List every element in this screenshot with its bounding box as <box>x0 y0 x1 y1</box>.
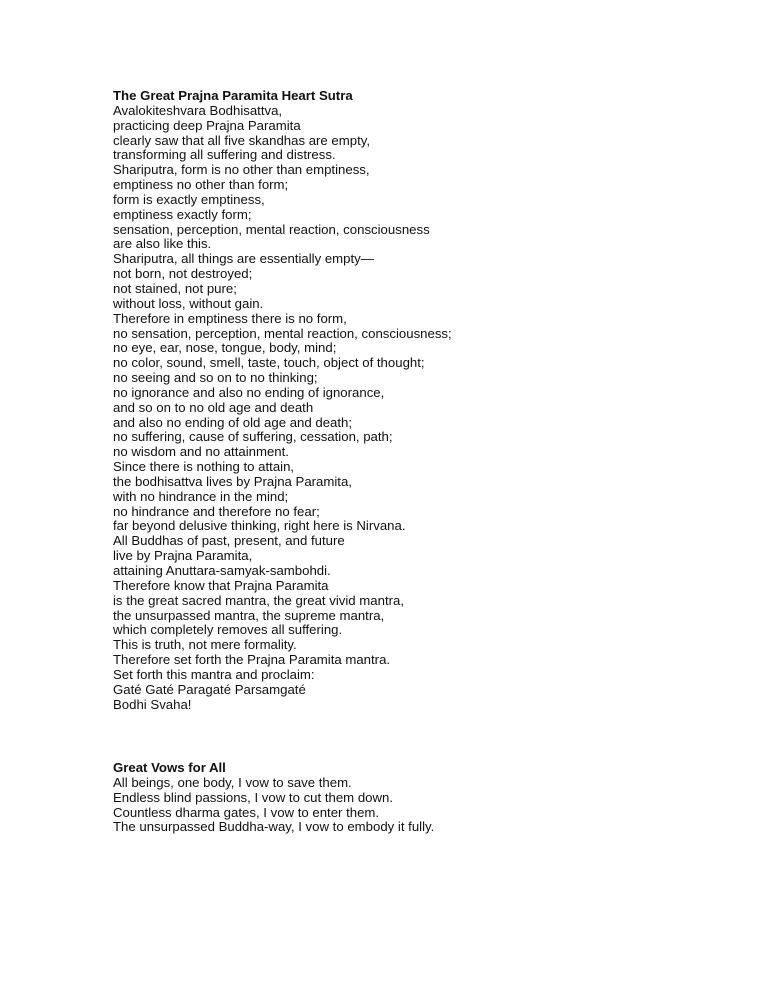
verse-line: Endless blind passions, I vow to cut them down. <box>113 789 394 805</box>
verse-line: Countless dharma gates, I vow to enter them. <box>113 804 380 820</box>
verse-line: the bodhisattva lives by Prajna Paramita, <box>113 473 352 489</box>
verse-line: is the great sacred mantra, the great vivid mantra, <box>113 592 404 608</box>
verse-line: Set forth this mantra and proclaim: <box>113 666 315 682</box>
verse-line: no seeing and so on to no thinking; <box>113 370 318 386</box>
verse-line: no sensation, perception, mental reaction, consciousness; <box>113 325 452 341</box>
verse-line: This is truth, not mere formality. <box>113 637 297 653</box>
verse-line: no eye, ear, nose, tongue, body, mind; <box>113 340 337 356</box>
verse-lines <box>113 776 713 835</box>
verse-line: no ignorance and also no ending of ignorance, <box>113 384 385 400</box>
section-title: The Great Prajna Paramita Heart Sutra <box>113 88 353 103</box>
verse-line: no suffering, cause of suffering, cessation, path; <box>113 429 393 445</box>
verse-line: transforming all suffering and distress. <box>113 147 336 163</box>
verse-line: with no hindrance in the mind; <box>113 488 289 504</box>
verse-line: All beings, one body, I vow to save them. <box>113 774 352 790</box>
section-title: Great Vows for All <box>113 760 226 775</box>
verse-lines <box>113 104 713 713</box>
verse-line: and so on to no old age and death <box>113 399 314 415</box>
verse-line: Gaté Gaté Paragaté Parsamgaté <box>113 681 306 697</box>
verse-line: Shariputra, form is no other than emptiness, <box>113 162 370 178</box>
verse-line: Therefore know that Prajna Paramita <box>113 577 329 593</box>
verse-line: Therefore in emptiness there is no form, <box>113 310 347 326</box>
verse-line: The unsurpassed Buddha-way, I vow to embody it fully. <box>113 819 435 835</box>
great-vows-section <box>113 761 713 835</box>
verse-line: practicing deep Prajna Paramita <box>113 117 301 133</box>
verse-line: form is exactly emptiness, <box>113 191 265 207</box>
verse-line: sensation, perception, mental reaction, consciousness <box>113 221 430 237</box>
verse-line: far beyond delusive thinking, right here is Nirvana. <box>113 518 406 534</box>
verse-line: live by Prajna Paramita, <box>113 548 253 564</box>
verse-line: which completely removes all suffering. <box>113 622 343 638</box>
verse-line: no wisdom and no attainment. <box>113 444 289 460</box>
verse-line: clearly saw that all five skandhas are empty, <box>113 132 371 148</box>
verse-line: no hindrance and therefore no fear; <box>113 503 320 519</box>
verse-line: Avalokiteshvara Bodhisattva, <box>113 102 283 118</box>
verse-line: no color, sound, smell, taste, touch, object of thought; <box>113 355 425 371</box>
verse-line: Since there is nothing to attain, <box>113 459 295 475</box>
verse-line: Therefore set forth the Prajna Paramita mantra. <box>113 652 391 668</box>
verse-line: emptiness exactly form; <box>113 206 252 222</box>
verse-line: emptiness no other than form; <box>113 177 289 193</box>
verse-line: Bodhi Svaha! <box>113 696 192 712</box>
verse-line: Shariputra, all things are essentially empty— <box>113 251 374 267</box>
verse-line: and also no ending of old age and death; <box>113 414 353 430</box>
verse-line: without loss, without gain. <box>113 295 264 311</box>
verse-line: not stained, not pure; <box>113 280 237 296</box>
verse-line: not born, not destroyed; <box>113 266 253 282</box>
verse-line: are also like this. <box>113 236 212 252</box>
verse-line: All Buddhas of past, present, and future <box>113 533 345 549</box>
verse-line: attaining Anuttara-samyak-sambohdi. <box>113 563 331 578</box>
verse-line: the unsurpassed mantra, the supreme mantra, <box>113 607 385 623</box>
heart-sutra-section <box>113 89 713 712</box>
